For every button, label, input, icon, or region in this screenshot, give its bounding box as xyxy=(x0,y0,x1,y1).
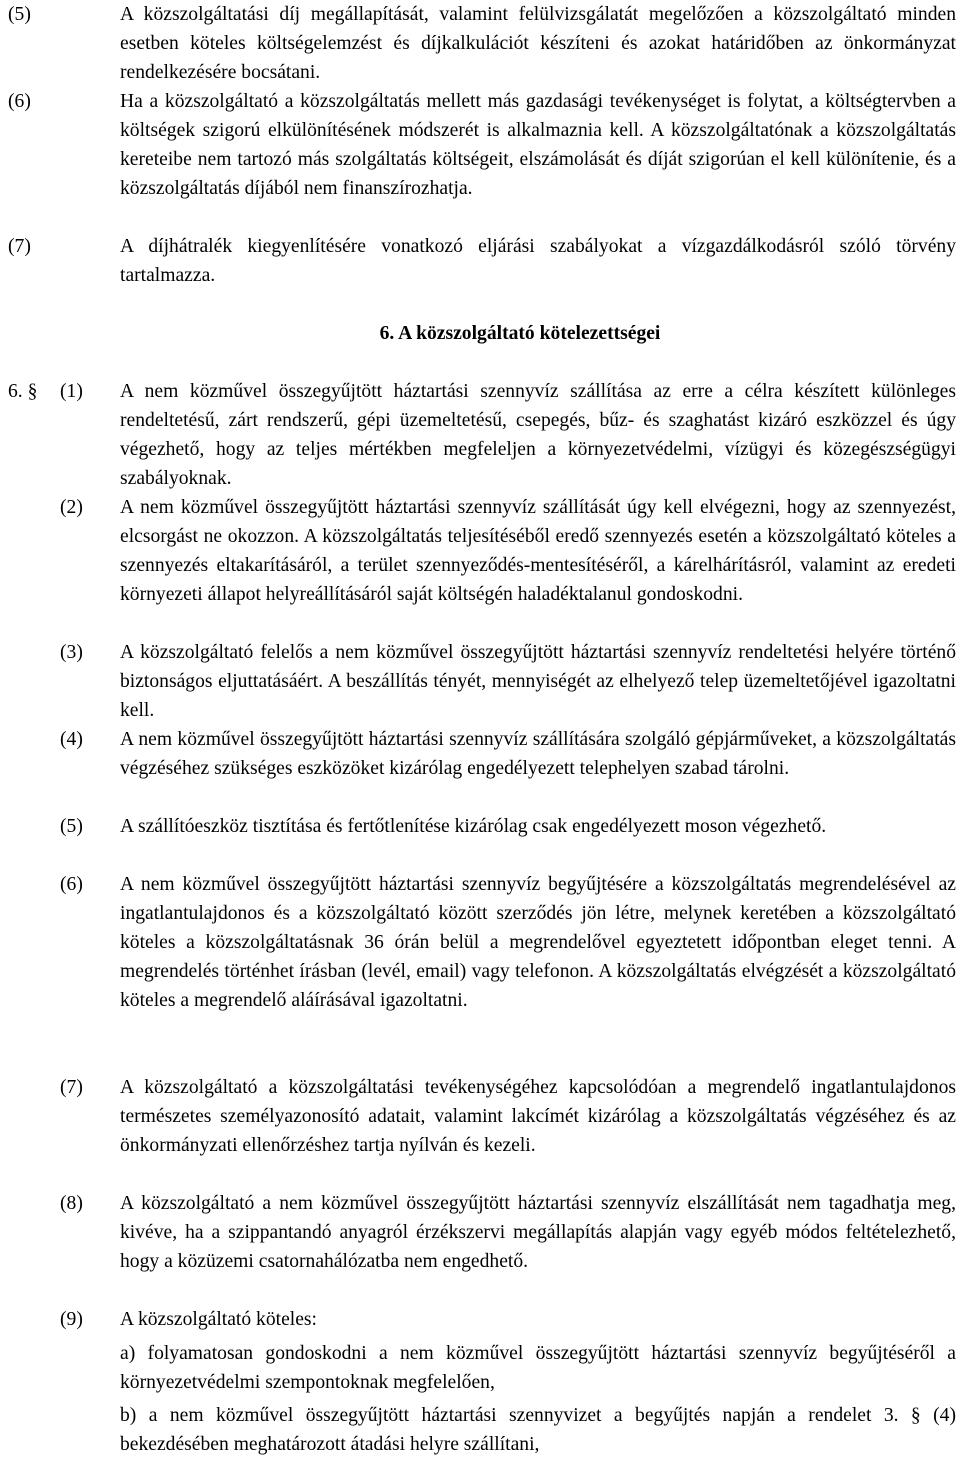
subitem-a: a) folyamatosan gondoskodni a nem közművel összegyűjtött háztartási szennyvíz begyűjtéséről a környezetvédelmi szempontoknak megfelelően, xyxy=(120,1343,956,1393)
paragraph-text: A nem közművel összegyűjtött háztartási szennyvíz szállítása az erre a célra készített különleges rendeltetésű, zárt rendszerű, gépi üzemeltetésű, csepegés, bűz- és szaghatást kizáró eszközzel és úgy végezhető, hogy az teljes mértékben megfeleljen a környezetvédelmi, vízügyi és közegészségügyi szabályoknak. xyxy=(120,381,956,489)
paragraph-number: (7) xyxy=(60,1077,83,1098)
section-mark: 6. § xyxy=(8,381,38,402)
paragraph-text: A nem közművel összegyűjtött háztartási szennyvíz szállítását úgy kell elvégezni, hogy az szennyezést, elcsorgást ne okozzon. A közszolgáltatás teljesítéséből eredő szennyezés esetén a közszolgáltató köteles a szennyezés eltakarításáról, a terület szennyeződés-mentesítéséről, a kárelhárításról, valamint az eredeti környezeti állapot helyreállításáról saját költségén haladéktalanul gondoskodni. xyxy=(120,497,956,605)
paragraph-number: (1) xyxy=(60,381,83,402)
paragraph-number: (9) xyxy=(60,1309,83,1330)
paragraph-text: A szállítóeszköz tisztítása és fertőtlenítése kizárólag csak engedélyezett moson végezhető. xyxy=(120,816,827,837)
paragraph-text: Ha a közszolgáltató a közszolgáltatás mellett más gazdasági tevékenységet is folytat, a költségtervben a költségek szigorú elkülönítésének módszerét is alkalmaznia kell. A közszolgáltatónak a közszolgáltatás kereteibe nem tartozó más szolgáltatás költségeit, elszámolását és díját szigorúan el kell különítenie, és a közszolgáltatás díjából nem finanszírozhatja. xyxy=(120,91,956,199)
paragraph-text: A díjhátralék kiegyenlítésére vonatkozó eljárási szabályokat a vízgazdálkodásról szóló törvény tartalmazza. xyxy=(120,236,956,286)
paragraph-number: (3) xyxy=(60,642,83,663)
paragraph-number: (8) xyxy=(60,1193,83,1214)
paragraph-text: A közszolgáltatási díj megállapítását, valamint felülvizsgálatát megelőzően a közszolgáltató minden esetben köteles költségelemzést és díjkalkulációt készíteni és azokat határidőben az önkormányzat rendelkezésére bocsátani. xyxy=(120,4,956,83)
paragraph-number: (5) xyxy=(60,816,83,837)
paragraph-text: A közszolgáltató a közszolgáltatási tevékenységéhez kapcsolódóan a megrendelő ingatlantulajdonos természetes személyazonosító adatait, valamint lakcímét kizárólag a közszolgáltatás végzéséhez és az önkormányzati ellenőrzéshez tartja nyílván és kezeli. xyxy=(120,1077,956,1156)
section-heading: 6. A közszolgáltató kötelezettségei xyxy=(379,323,661,344)
paragraph-text: A közszolgáltató a nem közművel összegyűjtött háztartási szennyvíz elszállítását nem tagadhatja meg, kivéve, ha a szippantandó anyagról érzékszervi megállapítás alapján vagy egyéb módos feltételezhető, hogy a közüzemi csatornahálózatba nem engedhető. xyxy=(120,1193,956,1272)
subitem-b: b) a nem közművel összegyűjtött háztartási szennyvizet a begyűjtés napján a rendelet 3. § (4) bekezdésében meghatározott átadási helyre szállítani, xyxy=(120,1405,956,1455)
paragraph-number: (6) xyxy=(60,874,83,895)
paragraph-number: (5) xyxy=(8,4,31,25)
paragraph-number: (7) xyxy=(8,236,31,257)
paragraph-text: A nem közművel összegyűjtött háztartási szennyvíz begyűjtésére a közszolgáltatás megrendelésével az ingatlantulajdonos és a közszolgáltató között szerződés jön létre, melynek keretében a közszolgáltató köteles a közszolgáltatásnak 36 órán belül a megrendelővel egyeztetett időpontban eleget tenni. A megrendelés történhet írásban (levél, email) vagy telefonon. A közszolgáltatás elvégzését a közszolgáltató köteles a megrendelő aláírásával igazoltatni. xyxy=(120,874,956,1011)
paragraph-number: (2) xyxy=(60,497,83,518)
paragraph-text: A közszolgáltató köteles: xyxy=(120,1309,317,1330)
paragraph-number: (4) xyxy=(60,729,83,750)
paragraph-number: (6) xyxy=(8,91,31,112)
paragraph-text: A nem közművel összegyűjtött háztartási szennyvíz szállítására szolgáló gépjárműveket, a közszolgáltatás végzéséhez szükséges eszközöket kizárólag engedélyezett telephelyen szabad tárolni. xyxy=(120,729,956,779)
paragraph-text: A közszolgáltató felelős a nem közművel összegyűjtött háztartási szennyvíz rendeltetési helyére történő biztonságos eljuttatásáért. A beszállítás tényét, mennyiségét az elhelyező telep üzemeltetőjével igazoltatni kell. xyxy=(120,642,956,721)
paragraph-body xyxy=(120,1305,956,1459)
